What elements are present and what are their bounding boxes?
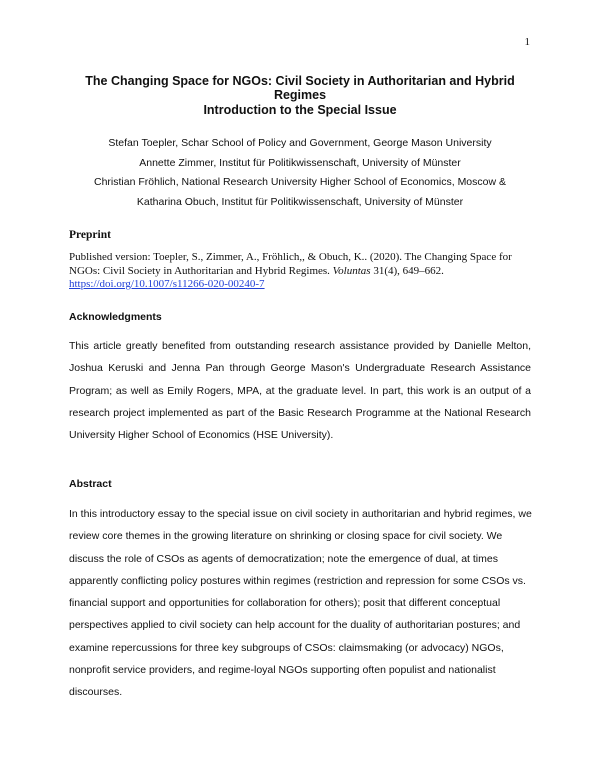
journal-name: Voluntas xyxy=(332,264,371,277)
paper-title: The Changing Space for NGOs: Civil Society in Authoritarian and Hybrid Regimes xyxy=(85,74,515,102)
abstract-heading: Abstract xyxy=(69,478,112,490)
citation-volume: 31(4), 649–662. xyxy=(370,264,444,277)
abstract-paragraph: In this introductory essay to the special issue on civil society in authoritarian and hybrid regimes, we review core themes in the growing literature on shrinking or closing space for civil society. We discuss the role of CSOs as agents of democratization; note the emergence of dual, at times apparently conflicting policy postures within regimes (restriction and repression for some CSOs vs. financial support and opportunities for collaboration for others); posit that different conceptual perspectives applied to civil society can help account for the duality of authoritarian postures; and examine repercussions for three key subgroups of CSOs: claimsmaking (or advocacy) NGOs, nonprofit service providers, and regime-loyal NGOs supporting often populist and nationalist discourses. xyxy=(69,508,532,699)
author-line: Christian Fröhlich, National Research University Higher School of Economics, Moscow & xyxy=(94,176,506,188)
author-list xyxy=(60,134,540,212)
paper-subtitle: Introduction to the Special Issue xyxy=(203,103,397,117)
preprint-heading: Preprint xyxy=(69,229,111,241)
acknowledgments-heading: Acknowledgments xyxy=(69,311,162,323)
citation-text: Published version: Toepler, S., Zimmer, A., Fröhlich,, & Obuch, K.. (2020). The Changing Space for NGOs: Civil Society in Authoritarian and Hybrid Regimes. xyxy=(69,251,512,277)
author-line: Annette Zimmer, Institut für Politikwissenschaft, University of Münster xyxy=(139,156,461,169)
published-version-note xyxy=(69,251,539,292)
acknowledgments-paragraph: This article greatly benefited from outstanding research assistance provided by Danielle Melton, Joshua Keruski and Jenna Pan through George Mason's Undergraduate Research Assistance Program; as well as Emily Rogers, MPA, at the graduate level. In part, this work is an output of a research project implemented as part of the Basic Research Programme at the National Research University Higher School of Economics (HSE University). xyxy=(69,340,531,442)
page-number: 1 xyxy=(524,36,530,48)
author-line: Stefan Toepler, Schar School of Policy and Government, George Mason University xyxy=(108,137,492,149)
author-line: Katharina Obuch, Institut für Politikwissenschaft, University of Münster xyxy=(136,195,464,208)
doi-link[interactable]: https://doi.org/10.1007/s11266-020-00240-7 xyxy=(69,278,265,290)
